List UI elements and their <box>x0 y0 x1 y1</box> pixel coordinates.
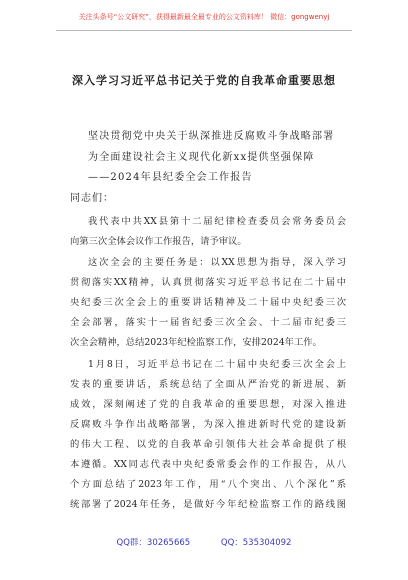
body-line: 我代表中共XX县第十二届纪律检查委员会常务委员会 <box>88 216 346 227</box>
header-divider <box>56 30 352 31</box>
footer-qq-group: QQ群：30265665 <box>116 538 191 548</box>
body-line: 个方面总结了2023年工作，用“八个突出、八个深化”系 <box>70 479 346 490</box>
body-line: 本遵循。XX同志代表中央纪委常委会作的工作报告，从八 <box>70 459 346 470</box>
document-title: 深入学习习近平总书记关于党的自我革命重要思想 <box>72 74 336 87</box>
body-line: 央纪委三次全会上的重要讲话精神及二十届中央纪委三次 <box>70 297 346 308</box>
body-line: 反腐败斗争作出战略部署，为深入推进新时代党的建设新 <box>70 419 346 430</box>
footer-qq-number: QQ：535304092 <box>220 538 292 548</box>
body-line: 1月8日，习近平总书记在二十届中央纪委三次全会上 <box>88 359 346 370</box>
subtitle-line: 坚决贯彻党中央关于纵深推进反腐败斗争战略部署 <box>88 131 335 142</box>
body-line: 贯彻落实XX精神，认真贯彻落实习近平总书记在二十届中 <box>70 277 346 288</box>
salutation: 同志们： <box>70 193 114 204</box>
body-line: 这次全会的主要任务是：以XX思想为指导，深入学习 <box>88 257 346 268</box>
subtitle-line: ——2024年县纪委全会工作报告 <box>88 172 253 183</box>
body-line: 统部署了2024年任务，是做好今年纪检监察工作的路线图 <box>70 499 346 510</box>
subtitle-line: 为全面建设社会主义现代化新xx提供坚强保障 <box>88 152 315 163</box>
body-line: 次全会精神，总结2023年纪检监察工作，安排2024年工作。 <box>70 337 322 348</box>
body-line: 发表的重要讲话，系统总结了全面从严治党的新进展、新 <box>70 379 346 390</box>
body-line: 向第三次全体会议作工作报告，请予审议。 <box>70 236 247 247</box>
body-line: 成效，深刻阐述了党的自我革命的重要思想，对深入推进 <box>70 399 346 410</box>
header-banner: 关注头条号“公文研究”，获得最新最全最专业的公文资料库！ 微信：gongwenyj <box>78 13 330 21</box>
body-line: 全会部署，落实十一届省纪委三次全会、十二届市纪委三 <box>70 317 346 328</box>
body-line: 的伟大工程、以党的自我革命引领伟大社会革命提供了根 <box>70 439 346 450</box>
footer-contact <box>0 536 408 548</box>
